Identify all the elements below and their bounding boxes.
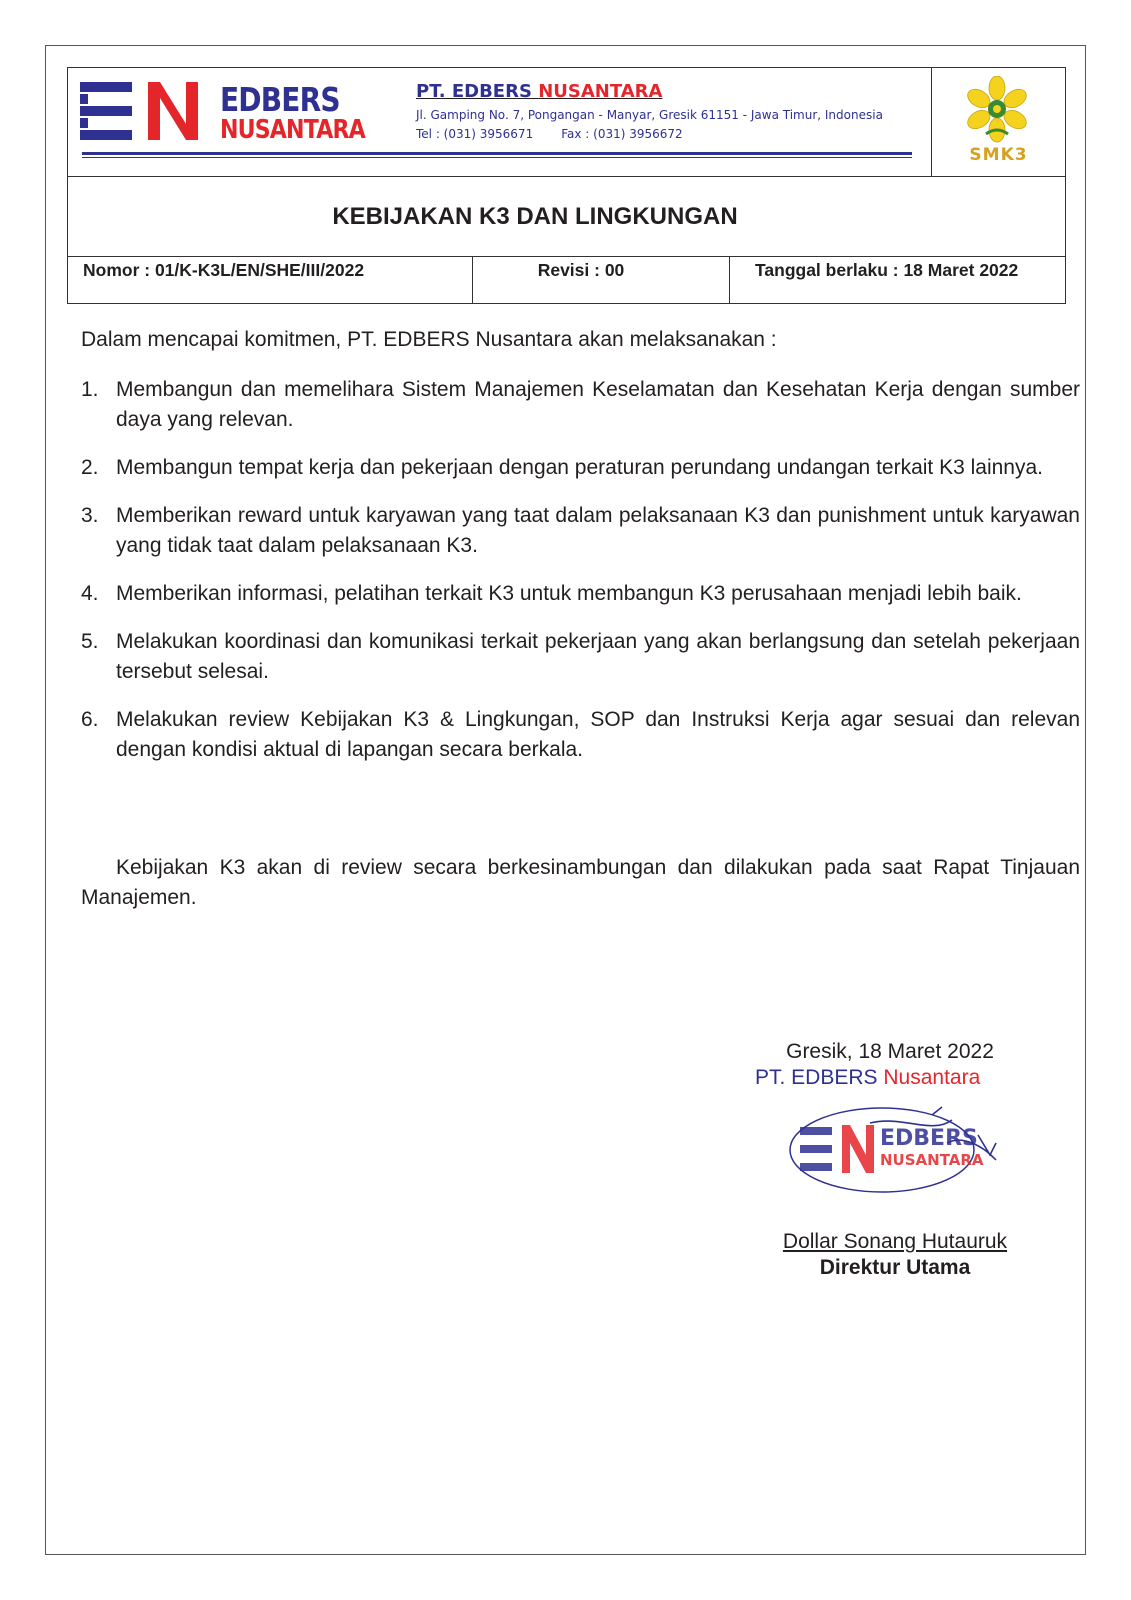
- policy-list: [81, 375, 1080, 783]
- policy-item: [81, 627, 1080, 687]
- document-title: KEBIJAKAN K3 DAN LINGKUNGAN: [332, 203, 738, 230]
- header-title-row: [68, 176, 1065, 257]
- policy-item: [81, 501, 1080, 561]
- logo-wordmark-nusantara: NUSANTARA: [220, 115, 365, 145]
- policy-item: [81, 579, 1080, 609]
- header-letterhead-row: [68, 68, 1065, 177]
- policy-item-text: Melakukan review Kebijakan K3 & Lingkungan, SOP dan Instruksi Kerja agar sesuai dan relevan dengan kondisi aktual di lapangan secara berkala.: [116, 708, 1080, 761]
- smk3-flower-icon: [956, 76, 1038, 146]
- policy-item-text: Memberikan informasi, pelatihan terkait K3 untuk membangun K3 perusahaan menjadi lebih baik.: [116, 582, 1022, 605]
- policy-item-number: 1.: [81, 378, 99, 401]
- signature-company-part1: PT. EDBERS: [755, 1066, 878, 1089]
- stamp-word-edbers: EDBERS: [880, 1126, 978, 1151]
- signature-company: [755, 1066, 1055, 1090]
- document-revision: Revisi : 00: [473, 257, 730, 303]
- company-name-part1: PT. EDBERS: [416, 81, 532, 102]
- company-address: Jl. Gamping No. 7, Pongangan - Manyar, Gresik 61151 - Jawa Timur, Indonesia: [416, 108, 883, 122]
- policy-item-number: 6.: [81, 708, 99, 731]
- signatory-name: Dollar Sonang Hutauruk: [782, 1230, 1008, 1253]
- policy-item-number: 3.: [81, 504, 99, 527]
- signatory-role: Direktur Utama: [819, 1256, 971, 1279]
- policy-item-text: Membangun dan memelihara Sistem Manajemen Keselamatan dan Kesehatan Kerja dengan sumber daya yang relevan.: [116, 378, 1080, 431]
- policy-intro: Dalam mencapai komitmen, PT. EDBERS Nusantara akan melaksanakan :: [81, 328, 777, 351]
- smk3-label: SMK3: [969, 145, 1028, 165]
- company-fax: Fax : (031) 3956672: [561, 127, 683, 141]
- letterhead-rule-thick: [82, 152, 912, 155]
- letterhead-rule-thin: [82, 157, 912, 158]
- policy-item-text: Membangun tempat kerja dan pekerjaan dengan peraturan perundang undangan terkait K3 lainnya.: [116, 456, 1043, 479]
- company-phone: Tel : (031) 3956671: [416, 127, 534, 141]
- policy-item: [81, 453, 1080, 483]
- smk3-cell: [932, 68, 1065, 176]
- document-effective-date: Tanggal berlaku : 18 Maret 2022: [755, 260, 1019, 280]
- company-stamp-signature: [782, 1105, 1022, 1205]
- policy-closing: Kebijakan K3 akan di review secara berkesinambungan dan dilakukan pada saat Rapat Tinjauan Manajemen.: [81, 856, 1080, 909]
- logo-wordmark-edbers: EDBERS: [220, 80, 340, 119]
- policy-item-text: Memberikan reward untuk karyawan yang taat dalam pelaksanaan K3 dan punishment untuk karyawan yang tidak taat dalam pelaksanaan K3.: [116, 504, 1080, 557]
- company-name-part2: NUSANTARA: [538, 81, 663, 102]
- edbers-nusantara-logo-icon: [80, 80, 210, 142]
- policy-item: [81, 375, 1080, 435]
- signature-place-date: Gresik, 18 Maret 2022: [786, 1040, 994, 1063]
- policy-item-number: 5.: [81, 630, 99, 653]
- policy-item-number: 2.: [81, 456, 99, 479]
- signature-company-part2: Nusantara: [883, 1066, 981, 1089]
- document-header-table: [67, 67, 1066, 304]
- policy-item: [81, 705, 1080, 765]
- company-name: [416, 81, 662, 102]
- document-number: Nomor : 01/K-K3L/EN/SHE/III/2022: [68, 257, 473, 303]
- policy-item-text: Melakukan koordinasi dan komunikasi terkait pekerjaan yang akan berlangsung dan setelah pekerjaan tersebut selesai.: [116, 630, 1080, 683]
- policy-item-number: 4.: [81, 582, 99, 605]
- stamp-word-nusantara: NUSANTARA: [880, 1151, 984, 1169]
- letterhead-cell: [68, 68, 932, 176]
- company-contact: [416, 127, 683, 141]
- header-meta-row: [68, 257, 1065, 303]
